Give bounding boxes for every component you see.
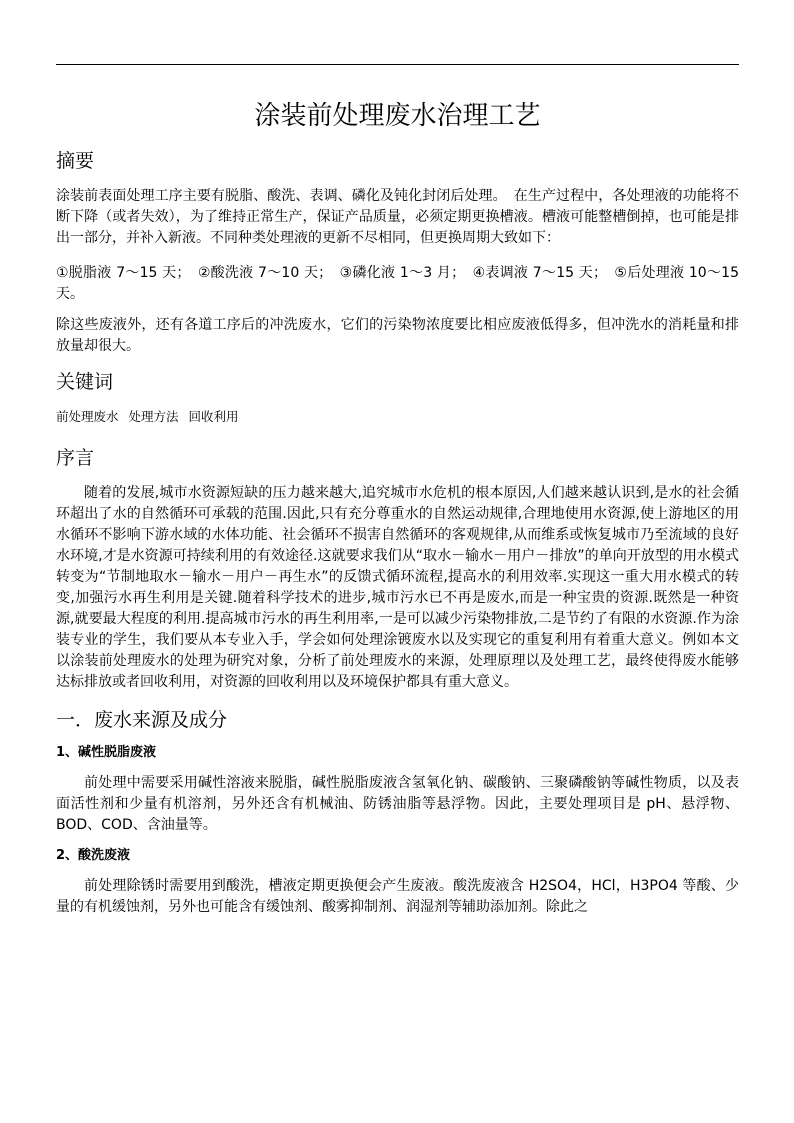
subsection-1-paragraph: 前处理中需要采用碱性溶液来脱脂，碱性脱脂废液含氢氧化钠、碳酸钠、三聚磷酸钠等碱性物质，以及表面活性剂和少量有机溶剂，另外还含有机械油、防锈油脂等悬浮物。因此，主要处理项目是 pH、悬浮物、BOD、COD、含油量等。 — [56, 775, 739, 833]
abstract-heading: 摘要 — [56, 150, 95, 172]
keyword-item: 前处理废水 — [56, 409, 119, 424]
abstract-paragraph-3: 除这些废液外，还有各道工序后的冲洗废水，它们的污染物浓度要比相应废液低得多，但冲洗水的消耗量和排放量却很大。 — [56, 317, 739, 354]
keyword-item: 回收利用 — [188, 409, 239, 424]
subsection-2-heading: 2、酸洗废液 — [56, 848, 131, 863]
section-1-heading: 一．废水来源及成分 — [56, 709, 228, 731]
subsection-1-heading: 1、碱性脱脂废液 — [56, 745, 157, 760]
abstract-paragraph-2: ①脱脂液 7～15 天； ②酸洗液 7～10 天； ③磷化液 1～3 月； ④表调液 7～15 天； ⑤后处理液 10～15 天。 — [56, 265, 739, 302]
preface-heading: 序言 — [56, 447, 95, 469]
keywords-list — [56, 407, 739, 427]
preface-paragraph: 随着的发展,城市水资源短缺的压力越来越大,追究城市水危机的根本原因,人们越来越认识到,是水的社会循环超出了水的自然循环可承载的范围.因此,只有充分尊重水的自然运动规律,合理地使用水资源,使上游地区的用水循环不影响下游水域的水体功能、社会循环不损害自然循环的客观规律,从而维系或恢复城市乃至流域的良好水环境,才是水资源可持续利用的有效途径.这就要求我们从“取水－输水－用户－排放”的单向开放型的用水模式转变为“节制地取水－输水－用户－再生水”的反馈式循环流程,提高水的利用效率.实现这一重大用水模式的转变,加强污水再生利用是关键.随着科学技术的进步,城市污水已不再是废水,而是一种宝贵的资源.既然是一种资源,就要最大程度的利用.提高城市污水的再生利用率,一是可以减少污染物排放,二是节约了有限的水资源.作为涂装专业的学生，我们要从本专业入手，学会如何处理涂镀废水以及实现它的重复利用有着重大意义。例如本文以涂装前处理废水的处理为研究对象，分析了前处理废水的来源，处理原理以及处理工艺，最终使得废水能够达标排放或者回收利用，对资源的回收利用以及环境保护都具有重大意义。 — [56, 485, 739, 690]
subsection-2-paragraph: 前处理除锈时需要用到酸洗，槽液定期更换便会产生废液。酸洗废液含 H2SO4，HCl，H3PO4 等酸、少量的有机缓蚀剂，另外也可能含有缓蚀剂、酸雾抑制剂、润湿剂等辅助添加剂。除此之 — [56, 878, 739, 915]
header-rule — [56, 64, 739, 65]
keywords-heading: 关键词 — [56, 371, 114, 393]
keyword-item: 处理方法 — [128, 409, 179, 424]
document-page — [56, 92, 739, 918]
document-title: 涂装前处理废水治理工艺 — [254, 101, 541, 131]
abstract-paragraph-1: 涂装前表面处理工序主要有脱脂、酸洗、表调、磷化及钝化封闭后处理。 在生产过程中，各处理液的功能将不断下降（或者失效），为了维持正常生产，保证产品质量，必须定期更换槽液。槽液可能整槽倒掉，也可能是排出一部分，并补入新液。不同种类处理液的更新不尽相同，但更换周期大致如下： — [56, 188, 739, 246]
